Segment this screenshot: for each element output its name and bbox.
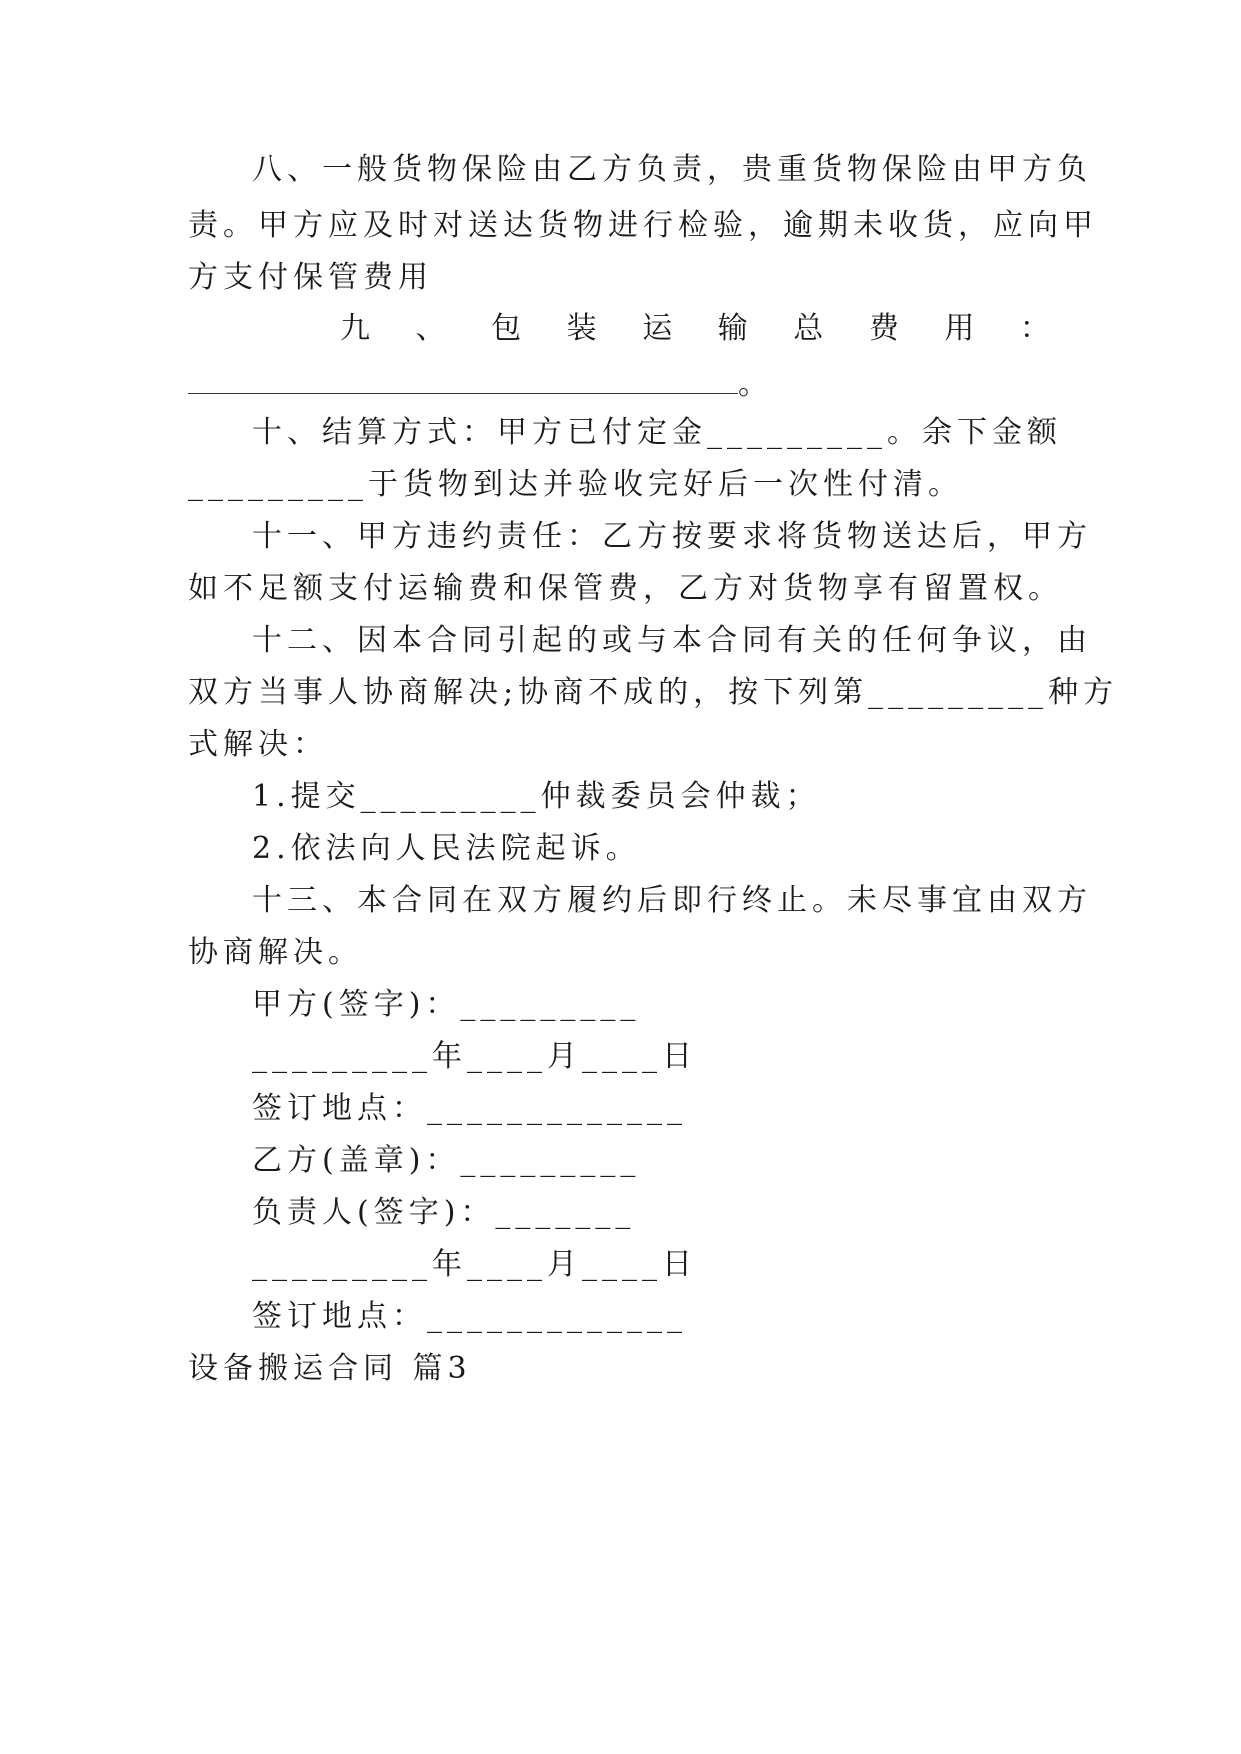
clause-10-line-2: _________于货物到达并验收完好后一次性付清。 (188, 467, 963, 502)
clause-11-line-2: 如不足额支付运输费和保管费，乙方对货物享有留置权。 (188, 571, 1063, 606)
clause-9-char: 装 (566, 311, 597, 346)
clause-9-blank-line (188, 361, 1050, 405)
clause-9-char: 运 (642, 311, 673, 346)
party-a-signature: 甲方(签字)：_________ (252, 987, 641, 1022)
party-b-responsible-signature: 负责人(签字)：_______ (252, 1195, 636, 1230)
fill-in-blank (188, 361, 738, 394)
party-a-place: 签订地点：_____________ (252, 1091, 687, 1126)
clause-13-line-1: 十三、本合同在双方履约后即行终止。未尽事宜由双方 (252, 883, 1092, 918)
party-a-date: _________年____月____日 (252, 1039, 697, 1074)
clause-9-char: 输 (717, 311, 748, 346)
clause-12-line-3: 式解决： (188, 727, 328, 762)
clause-9-char: 九 (340, 311, 370, 346)
section-heading: 设备搬运合同 篇3 (188, 1351, 472, 1386)
clause-8-line-1: 八、一般货物保险由乙方负责，贵重货物保险由甲方负 (252, 152, 1092, 187)
party-b-seal: 乙方(盖章)：_________ (252, 1143, 641, 1178)
clause-9-char: 费 (868, 311, 899, 346)
clause-9-char: 总 (793, 311, 824, 346)
clause-13-line-2: 协商解决。 (188, 935, 363, 970)
clause-12-option-2: 2.依法向人民法院起诉。 (252, 831, 641, 866)
clause-12-line-1: 十二、因本合同引起的或与本合同有关的任何争议，由 (252, 623, 1092, 658)
clause-9-char: 、 (415, 311, 446, 346)
clause-8-line-2: 责。甲方应及时对送达货物进行检验，逾期未收货，应向甲 (188, 208, 1098, 243)
party-b-date: _________年____月____日 (252, 1247, 697, 1282)
clause-9-char: ： (1019, 311, 1050, 346)
clause-9-char: 包 (491, 311, 522, 346)
clause-9-char: 用 (944, 311, 975, 346)
clause-12-line-2: 双方当事人协商解决;协商不成的，按下列第_________种方 (188, 675, 1119, 710)
clause-10-line-1: 十、结算方式：甲方已付定金_________。余下金额 (252, 415, 1062, 450)
clause-9-heading (340, 309, 1050, 349)
clause-9-end: 。 (738, 367, 773, 402)
clause-11-line-1: 十一、甲方违约责任：乙方按要求将货物送达后，甲方 (252, 519, 1092, 554)
clause-8-line-3: 方支付保管费用 (188, 260, 433, 295)
party-b-place: 签订地点：_____________ (252, 1299, 687, 1334)
clause-12-option-1: 1.提交_________仲裁委员会仲裁； (252, 779, 821, 814)
